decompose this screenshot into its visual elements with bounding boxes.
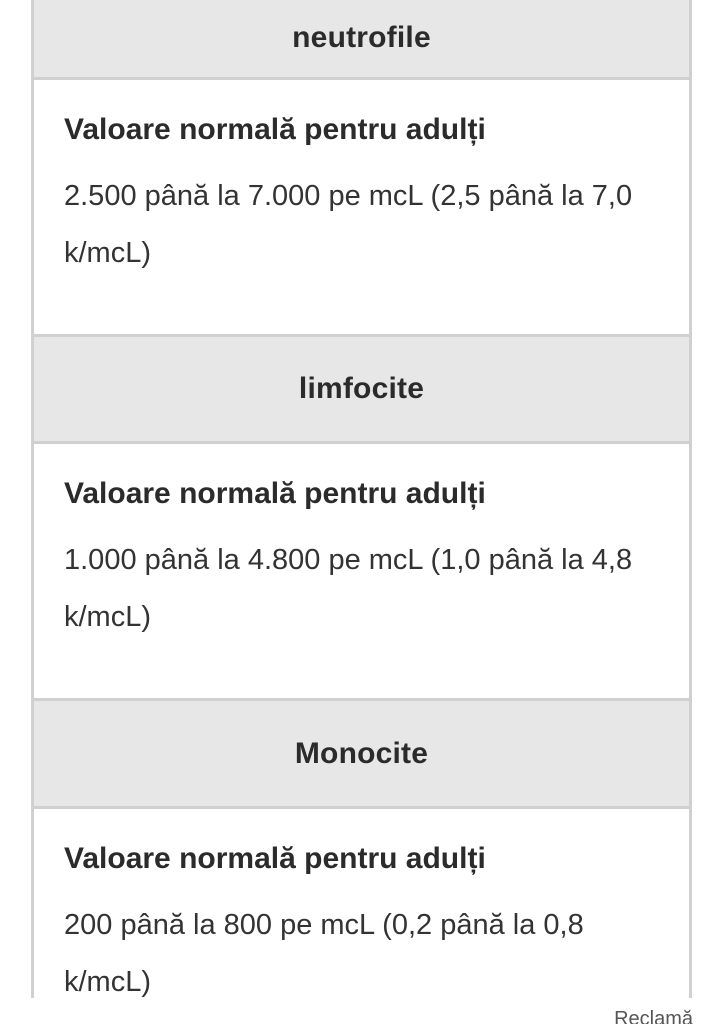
section-header-monocite bbox=[34, 701, 689, 809]
normal-value-label: Valoare normală pentru adulți bbox=[64, 477, 486, 510]
normal-value-text: 2.500 până la 7.000 pe mcL (2,5 până la 7,0 k/mcL) bbox=[64, 180, 633, 269]
normal-value-text: 1.000 până la 4.800 pe mcL (1,0 până la 4,8 k/mcL) bbox=[64, 544, 633, 633]
normal-value-label: Valoare normală pentru adulți bbox=[64, 842, 486, 875]
section-body-neutrofile bbox=[34, 80, 689, 337]
blood-values-table bbox=[31, 0, 692, 998]
section-title: Monocite bbox=[294, 736, 429, 770]
normal-value-text: 200 până la 800 pe mcL (0,2 până la 0,8 k/mcL) bbox=[64, 909, 584, 998]
section-title: neutrofile bbox=[292, 20, 431, 54]
ad-label: Reclamă bbox=[614, 1008, 693, 1024]
section-body-limfocite bbox=[34, 444, 689, 701]
section-body-monocite bbox=[34, 809, 689, 998]
normal-value-label: Valoare normală pentru adulți bbox=[64, 113, 486, 146]
section-title: limfocite bbox=[298, 372, 425, 405]
section-header-limfocite bbox=[34, 337, 689, 444]
section-header-neutrofile bbox=[34, 0, 689, 80]
